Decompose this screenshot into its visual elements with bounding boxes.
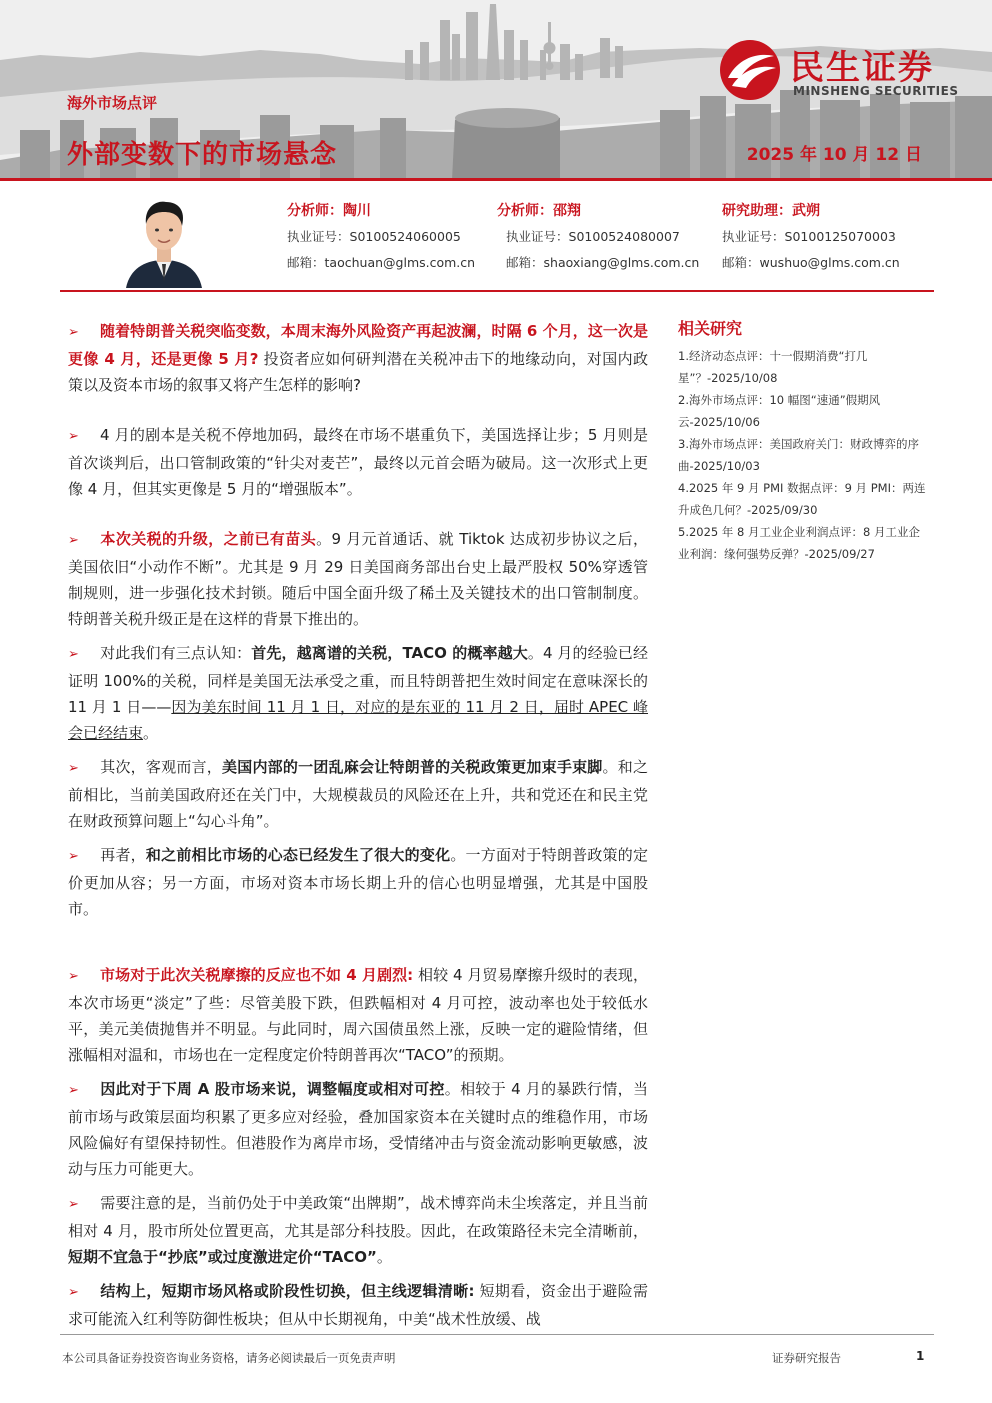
license-label: 执业证号 xyxy=(722,229,773,244)
report-date: 2025 年 10 月 12 日 xyxy=(746,145,922,165)
header-banner xyxy=(0,0,992,180)
license-label: 执业证号 xyxy=(287,229,338,244)
bullet-arrow-icon: ➢ xyxy=(68,1285,79,1300)
analyst-role: 研究助理 xyxy=(722,203,778,219)
paragraph-8: ➢ 因此对于下周 A 股市场来说，调整幅度或相对可控。相较于 4 月的暴跌行情，当前市场与政策层面均积累了更多应对经验，叠加国家资本在关键时点的维稳作用，市场风险偏好有望保持韧性。但港股作为离岸市场，受情绪冲击与资金流动影响更敏感，波动与压力可能更大。 xyxy=(68,1080,648,1178)
related-research-sidebar xyxy=(678,316,928,565)
license-number: S0100524060005 xyxy=(349,229,461,244)
analyst-card-wushuo: 研究助理：武朔 执业证号：S0100125070003 邮箱：wushuo@glms.com.cn xyxy=(722,203,900,270)
paragraph-4: ➢ 对此我们有三点认知：首先，越离谱的关税，TACO 的概率越大。4 月的经验已经证明 100%的关税，同样是美国无法承受之重，而且特朗普把生效时间定在意味深长的 11 月 1 日——因为美东时间 11 月 1 日，对应的是东亚的 11 月 2 日，届时 APEC 峰会已经结束。 xyxy=(68,644,649,742)
minsheng-emblem-icon xyxy=(718,38,782,102)
report-type-label: 海外市场点评 xyxy=(67,94,158,112)
related-research-link[interactable]: 1.经济动态点评：十一假期消费“打几星”？-2025/10/08 xyxy=(678,349,868,385)
analyst-name: 邵翔 xyxy=(553,203,581,219)
footer-disclaimer: 本公司具备证券投资咨询业务资格，请务必阅读最后一页免责声明 xyxy=(62,1351,396,1365)
related-research-link[interactable]: 3.海外市场点评：美国政府关门：财政博弈的序曲-2025/10/03 xyxy=(678,437,919,473)
report-body xyxy=(68,318,648,1332)
bullet-arrow-icon: ➢ xyxy=(68,325,79,340)
analyst-card-taochuan: 分析师：陶川 执业证号：S0100524060005 邮箱：taochuan@glms.com.cn xyxy=(287,203,476,270)
logo-text-en: MINSHENG SECURITIES xyxy=(793,84,959,98)
email-label: 邮箱 xyxy=(287,255,313,270)
bullet-arrow-icon: ➢ xyxy=(68,429,79,444)
paragraph-10: ➢ 结构上，短期市场风格或阶段性切换，但主线逻辑清晰: 短期看，资金出于避险需求可能流入红利等防御性板块；但从中长期视角，中美“战术性放缓、战 xyxy=(68,1282,648,1328)
email-link[interactable]: wushuo@glms.com.cn xyxy=(759,255,900,270)
license-number: S0100524080007 xyxy=(568,229,680,244)
bullet-arrow-icon: ➢ xyxy=(68,761,79,776)
paragraph-3: ➢ 本次关税的升级，之前已有苗头。9 月元首通话、就 Tiktok 达成初步协议之后，美国依旧“小动作不断”。尤其是 9 月 29 日美国商务部出台史上最严股权 50%穿透管制规则，进一步强化技术封锁。随后中国全面升级了稀土及关键技术的出口管制制度。特朗普关税升级正是在这样的背景下推出的。 xyxy=(68,530,648,628)
related-research-link[interactable]: 2.海外市场点评：10 幅图“速通”假期风云-2025/10/06 xyxy=(678,393,881,429)
analyst-role: 分析师 xyxy=(497,203,539,219)
bullet-arrow-icon: ➢ xyxy=(68,969,79,984)
footer-report-label: 证券研究报告 xyxy=(772,1351,841,1365)
email-link[interactable]: shaoxiang@glms.com.cn xyxy=(543,255,700,270)
header-divider xyxy=(0,178,992,181)
analyst-name: 陶川 xyxy=(343,203,371,219)
bullet-arrow-icon: ➢ xyxy=(68,1197,79,1212)
license-label: 执业证号 xyxy=(506,229,557,244)
bullet-arrow-icon: ➢ xyxy=(68,647,79,662)
report-title: 外部变数下的市场悬念 xyxy=(67,140,338,170)
analyst-name: 武朔 xyxy=(792,203,820,219)
analyst-role: 分析师 xyxy=(287,203,329,219)
analyst-card-shaoxiang: 分析师：邵翔 执业证号：S0100524080007 邮箱：shaoxiang@glms.com.cn xyxy=(497,203,700,270)
related-research-link[interactable]: 5.2025 年 8 月工业企业利润点评：8 月工业企业利润：缘何强势反弹？-2025/09/27 xyxy=(678,525,920,561)
paragraph-5: ➢ 其次，客观而言，美国内部的一团乱麻会让特朗普的关税政策更加束手束脚。和之前相比，当前美国政府还在关门中，大规模裁员的风险还在上升，共和党还在和民主党在财政预算问题上“勾心斗角”。 xyxy=(68,758,648,830)
avatar xyxy=(118,188,210,288)
related-research-title: 相关研究 xyxy=(678,319,743,338)
analyst-photo-icon xyxy=(118,188,210,288)
page-number: 1 xyxy=(916,1349,925,1363)
footer-divider xyxy=(60,1334,934,1335)
license-number: S0100125070003 xyxy=(784,229,896,244)
paragraph-6: ➢ 再者，和之前相比市场的心态已经发生了很大的变化。一方面对于特朗普政策的定价更加从容；另一方面，市场对资本市场长期上升的信心也明显增强，尤其是中国股市。 xyxy=(68,846,648,918)
paragraph-7: ➢ 市场对于此次关税摩擦的反应也不如 4 月剧烈: 相较 4 月贸易摩擦升级时的表现，本次市场更“淡定”了些：尽管美股下跌，但跌幅相对 4 月可控，波动率也处于较低水平，美元美债抛售并不明显。与此同时，周六国债虽然上涨，反映一定的避险情绪，但涨幅相对温和，市场也在一定程度定价特朗普再次“TACO”的预期。 xyxy=(68,966,648,1064)
company-logo xyxy=(718,38,968,104)
related-research-link[interactable]: 4.2025 年 9 月 PMI 数据点评：9 月 PMI：两连升成色几何？-2025/09/30 xyxy=(678,481,926,517)
bullet-arrow-icon: ➢ xyxy=(68,533,79,548)
bullet-arrow-icon: ➢ xyxy=(68,849,79,864)
paragraph-9: ➢ 需要注意的是，当前仍处于中美政策“出牌期”，战术博弈尚未尘埃落定，并且当前相对 4 月，股市所处位置更高，尤其是部分科技股。因此，在政策路径未完全清晰前，短期不宜急于“抄底”或过度激进定价“TACO”。 xyxy=(68,1194,648,1266)
bullet-arrow-icon: ➢ xyxy=(68,1083,79,1098)
paragraph-1: ➢ 随着特朗普关税突临变数，本周末海外风险资产再起波澜，时隔 6 个月，这一次是更像 4 月，还是更像 5 月? 投资者应如何研判潜在关税冲击下的地缘动向，对国内政策以及资本市场的叙事又将产生怎样的影响? xyxy=(68,322,648,394)
logo-text-cn: 民生证券 xyxy=(790,48,934,88)
analyst-divider xyxy=(60,290,934,292)
email-link[interactable]: taochuan@glms.com.cn xyxy=(324,255,476,270)
paragraph-2: ➢ 4 月的剧本是关税不停地加码，最终在市场不堪重负下，美国选择让步；5 月则是首次谈判后，出口管制政策的“针尖对麦芒”，最终以元首会晤为破局。这一次形式上更像 4 月，但其实更像是 5 月的“增强版本”。 xyxy=(68,426,648,498)
email-label: 邮箱 xyxy=(506,255,532,270)
email-label: 邮箱 xyxy=(722,255,748,270)
